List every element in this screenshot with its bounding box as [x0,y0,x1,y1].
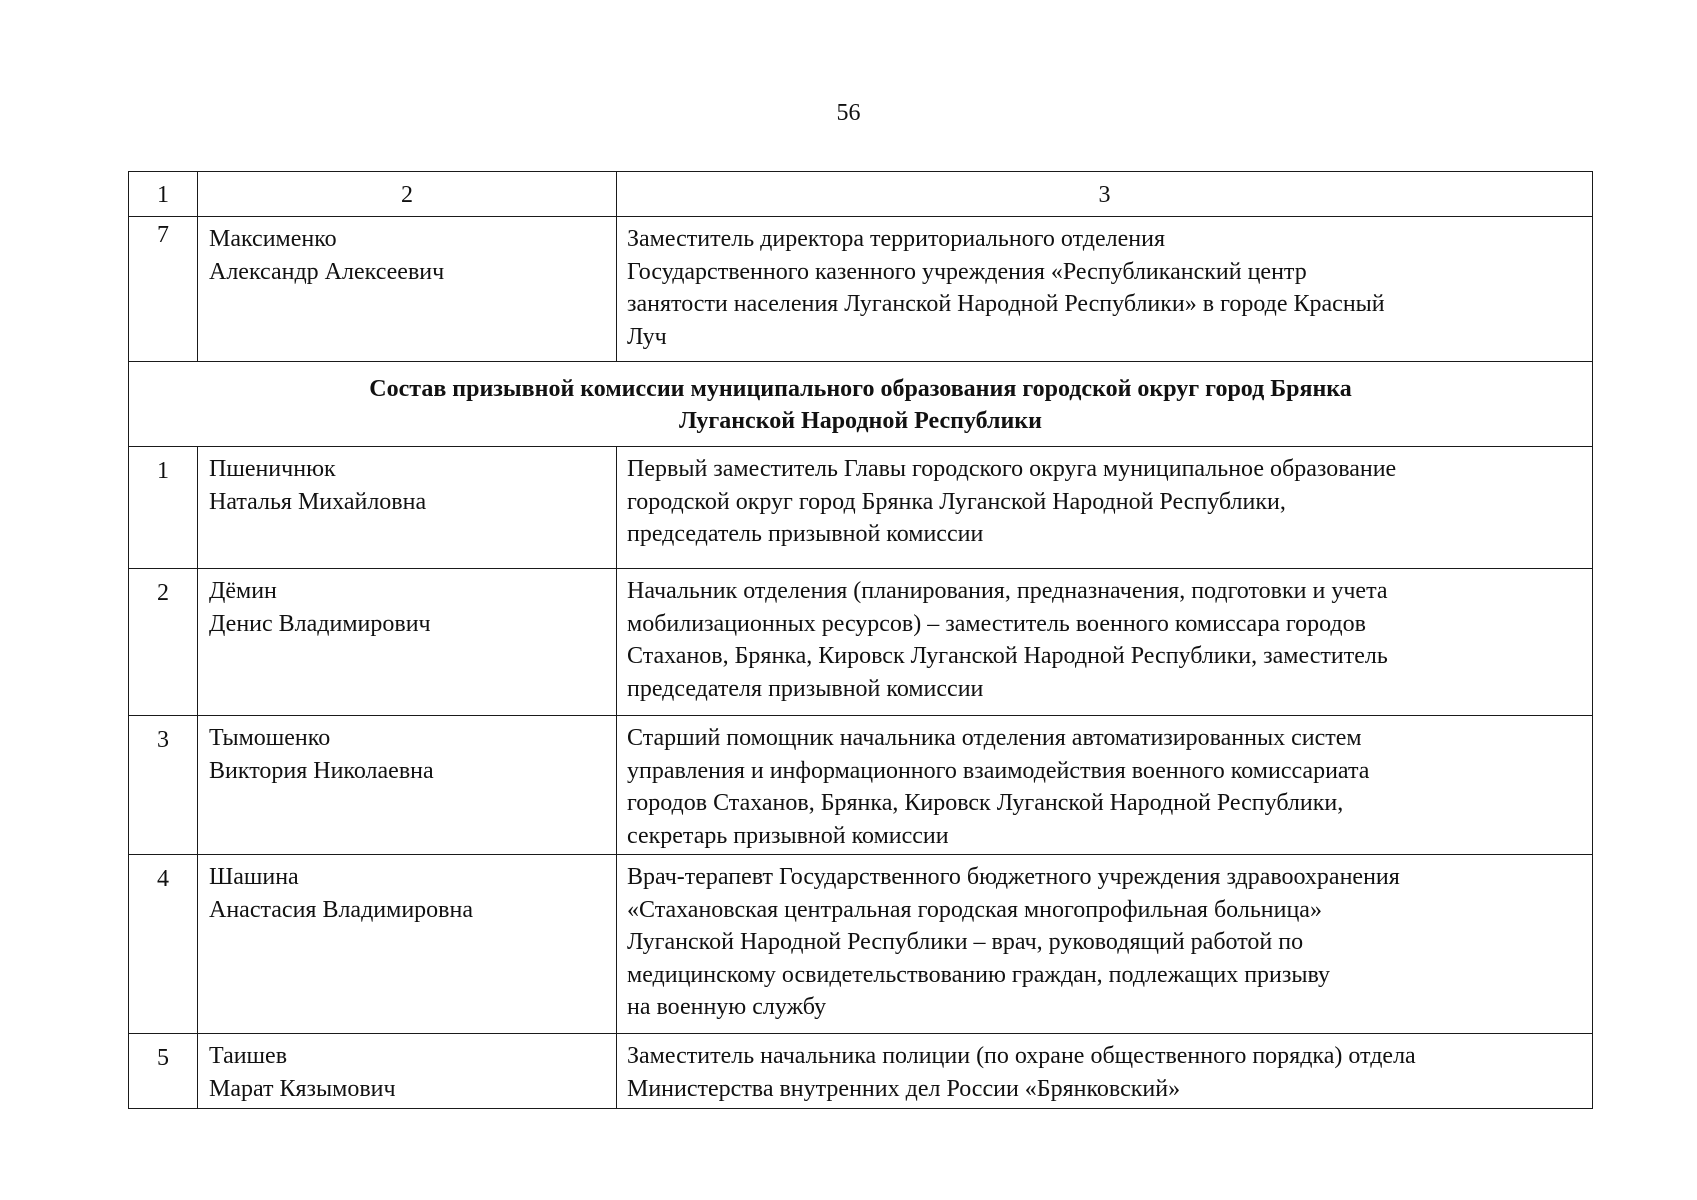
member-position [617,1034,1593,1109]
member-name [198,447,617,569]
position-line: Государственного казенного учреждения «Республиканский центр [627,258,1307,285]
table-row [129,1034,1593,1109]
column-number-3: 3 [617,172,1593,217]
page-number: 56 [836,100,861,126]
position-line: Министерства внутренних дел России «Брянковский» [627,1075,1181,1102]
given-names: Александр Алексеевич [209,258,445,285]
table-row [129,217,1593,362]
column-number-2: 2 [198,172,617,217]
row-number: 4 [129,855,198,1034]
position-line: секретарь призывной комиссии [627,822,949,849]
table-row [129,716,1593,855]
member-position [617,569,1593,716]
table-row [129,855,1593,1034]
row-number: 2 [129,569,198,716]
row-number: 1 [129,447,198,569]
given-names: Марат Кязымович [209,1075,396,1102]
column-number-1: 1 [129,172,198,217]
position-line: «Стахановская центральная городская многопрофильная больница» [627,896,1322,923]
commission-table [128,171,1593,1109]
position-line: председателя призывной комиссии [627,675,984,702]
member-name [198,217,617,362]
column-number-row [129,172,1593,217]
position-line: медицинскому освидетельствованию граждан, подлежащих призыву [627,961,1331,988]
member-name [198,855,617,1034]
surname: Таишев [209,1043,288,1069]
position-line: Луганской Народной Республики – врач, руководящий работой по [627,929,1304,955]
surname: Шашина [209,864,299,890]
position-line: городской округ город Брянка Луганской Народной Республики, [627,488,1286,515]
row-number: 3 [129,716,198,855]
section-heading-line: Луганской Народной Республики [679,408,1042,434]
position-line: Заместитель начальника полиции (по охране общественного порядка) отдела [627,1043,1416,1069]
surname: Пшеничнюк [209,456,336,482]
position-line: Врач-терапевт Государственного бюджетного учреждения здравоохранения [627,864,1400,890]
row-number: 7 [129,217,198,362]
member-position [617,217,1593,362]
position-line: мобилизационных ресурсов) – заместитель военного комиссара городов [627,610,1366,637]
table-row [129,569,1593,716]
member-position [617,716,1593,855]
member-position [617,447,1593,569]
given-names: Наталья Михайловна [209,488,427,515]
member-position [617,855,1593,1034]
position-line: Заместитель директора территориального отделения [627,226,1165,252]
section-heading [129,362,1593,447]
member-name [198,716,617,855]
position-line: занятости населения Луганской Народной Республики» в городе Красный [627,291,1385,317]
position-line: Первый заместитель Главы городского округа муниципальное образование [627,456,1397,482]
position-line: на военную службу [627,994,827,1020]
member-name [198,569,617,716]
given-names: Денис Владимирович [209,610,431,637]
given-names: Виктория Николаевна [209,757,434,784]
position-line: Стаханов, Брянка, Кировск Луганской Народной Республики, заместитель [627,643,1388,669]
member-name [198,1034,617,1109]
position-line: Старший помощник начальника отделения автоматизированных систем [627,725,1362,751]
position-line: Начальник отделения (планирования, предназначения, подготовки и учета [627,578,1388,604]
section-heading-line: Состав призывной комиссии муниципального образования городской округ город Брянка [369,375,1352,402]
row-number: 5 [129,1034,198,1109]
position-line: председатель призывной комиссии [627,521,984,547]
position-line: городов Стаханов, Брянка, Кировск Луганской Народной Республики, [627,790,1344,816]
section-heading-row [129,362,1593,447]
given-names: Анастасия Владимировна [209,896,473,923]
surname: Тымошенко [209,725,331,751]
position-line: Луч [627,323,667,350]
position-line: управления и информационного взаимодействия военного комиссариата [627,757,1370,784]
table-row [129,447,1593,569]
surname: Дёмин [209,578,277,604]
surname: Максименко [209,226,337,252]
